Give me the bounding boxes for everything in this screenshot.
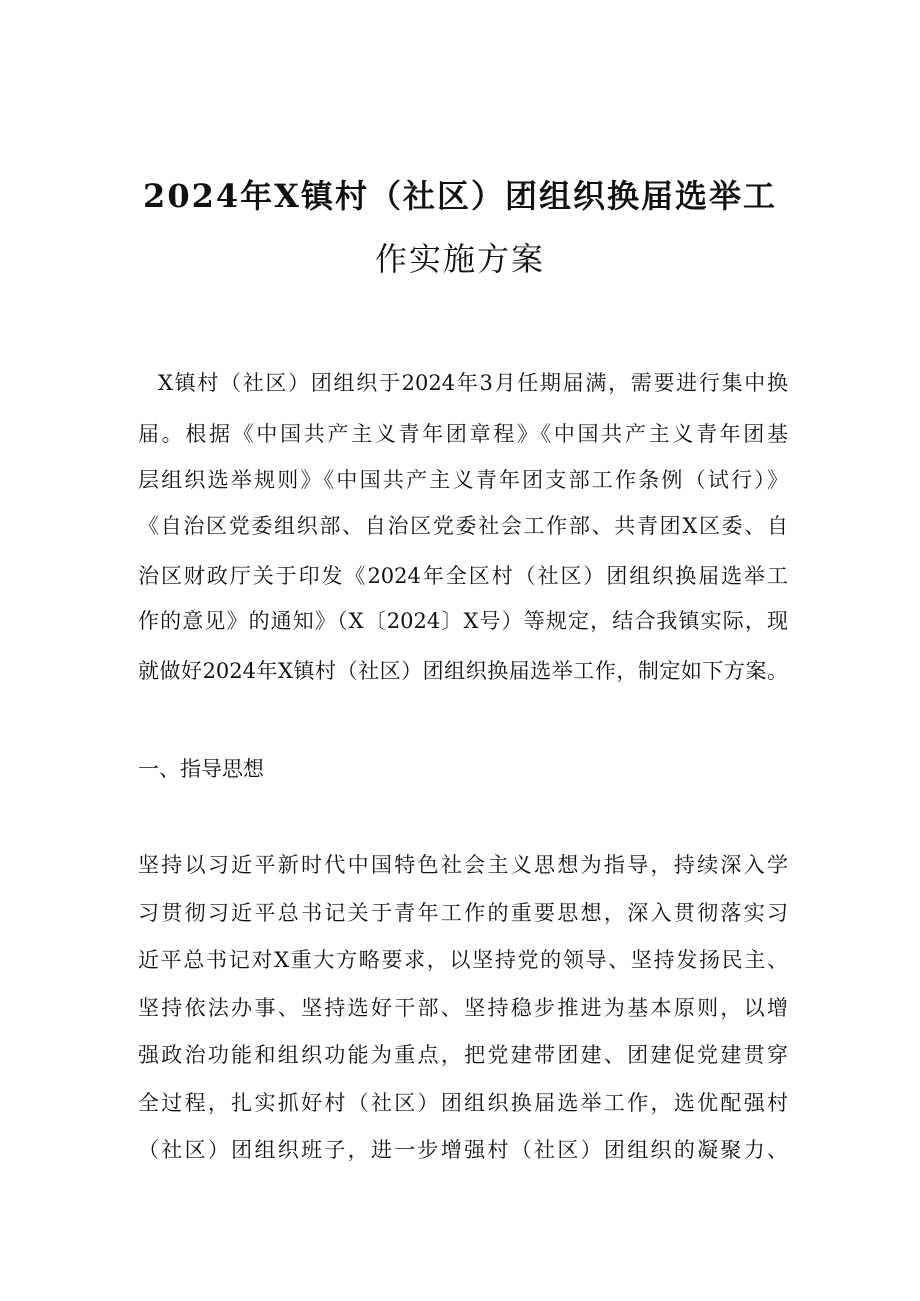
intro-line: 治区财政厅关于印发《2024年全区村（社区）团组织换届选举工 bbox=[138, 564, 788, 588]
document-title-line-1: 2024年X镇村（社区）团组织换届选举工 bbox=[143, 177, 777, 215]
section1-line: 强政治功能和组织功能为重点，把党建带团建、团建促党建贯穿 bbox=[138, 1043, 788, 1067]
section1-line: 坚持依法办事、坚持选好干部、坚持稳步推进为基本原则，以增 bbox=[138, 996, 788, 1020]
intro-line: 就做好2024年X镇村（社区）团组织换届选举工作，制定如下方案。 bbox=[138, 659, 788, 683]
document-title-line-2: 作实施方案 bbox=[374, 240, 545, 278]
section1-line: （社区）团组织班子，进一步增强村（社区）团组织的凝聚力、 bbox=[138, 1138, 788, 1162]
section-heading-guiding-ideology: 一、指导思想 bbox=[138, 757, 264, 781]
intro-line: 作的意见》的通知》（X〔2024〕X号）等规定，结合我镇实际，现 bbox=[138, 609, 788, 633]
section1-line: 全过程，扎实抓好村（社区）团组织换届选举工作，选优配强村 bbox=[138, 1091, 788, 1115]
section1-line: 坚持以习近平新时代中国特色社会主义思想为指导，持续深入学 bbox=[138, 853, 788, 877]
intro-line: 《自治区党委组织部、自治区党委社会工作部、共青团X区委、自 bbox=[138, 514, 788, 538]
intro-line: 届。根据《中国共产主义青年团章程》《中国共产主义青年团基 bbox=[138, 422, 788, 446]
intro-line: X镇村（社区）团组织于2024年3月任期届满，需要进行集中换 bbox=[158, 371, 788, 395]
section1-line: 近平总书记对X重大方略要求，以坚持党的领导、坚持发扬民主、 bbox=[138, 948, 788, 972]
intro-line: 层组织选举规则》《中国共产主义青年团支部工作条例（试行）》 bbox=[138, 468, 788, 492]
section1-line: 习贯彻习近平总书记关于青年工作的重要思想，深入贯彻落实习 bbox=[138, 901, 788, 925]
